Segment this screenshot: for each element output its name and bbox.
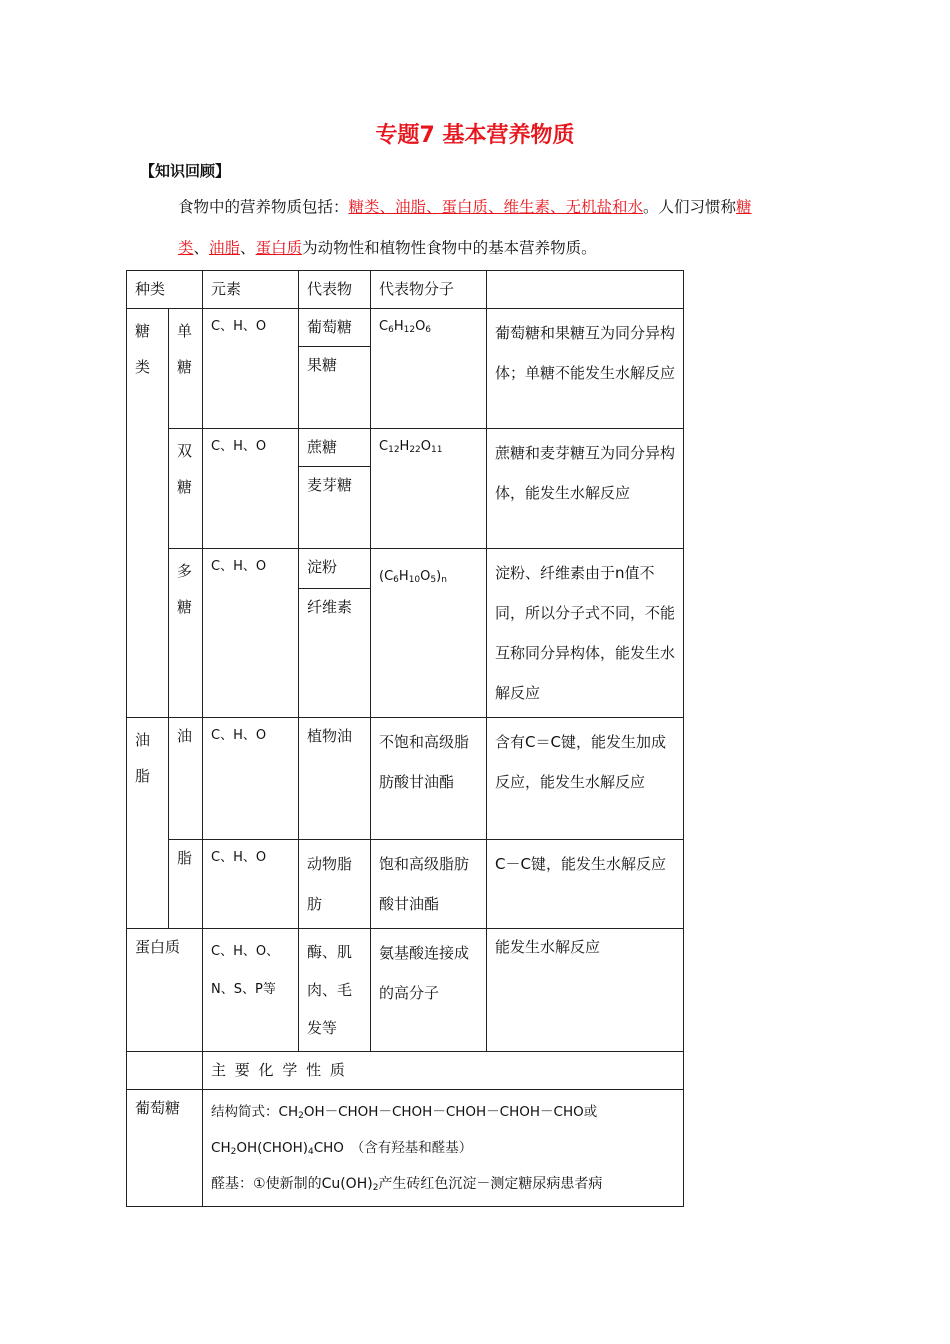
molecule-protein: 氨基酸连接成的高分子: [371, 929, 487, 1052]
glucose-line-1: 结构简式：$CH_2OH-CHOH-CHOH-CHOH-CHOH-CHO$或: [211, 1104, 598, 1121]
formula-poly: $(C_6H_{10}O_5)_n$: [371, 549, 487, 718]
basic-nutrient-1a: 糖: [736, 198, 752, 216]
rep-protein: 酶、肌肉、毛发等: [299, 929, 371, 1052]
rep-starch: 淀粉: [299, 549, 371, 589]
table-row: [127, 718, 684, 840]
category-protein: 蛋白质: [127, 929, 203, 1052]
rep-glucose: 葡萄糖: [299, 309, 371, 347]
glucose-line-3: 醛基：①使新制的$Cu(OH)_2$产生砖红色沉淀－测定糖尿病患者病: [211, 1176, 603, 1193]
rep-cellulose: 纤维素: [299, 588, 371, 717]
sub-di: 双 糖: [169, 429, 203, 549]
elements-di: C、H、O: [203, 429, 299, 549]
table-row: [127, 840, 684, 929]
props-blank: [127, 1052, 203, 1090]
table-row: [127, 1090, 684, 1207]
elements-protein: C、H、O、N、S、P等: [203, 929, 299, 1052]
section-heading: 【知识回顾】: [140, 162, 231, 180]
intro-suffix: 为动物性和植物性食物中的基本营养物质。: [302, 239, 597, 257]
table-row: [127, 309, 684, 347]
basic-nutrient-2: 油脂: [209, 239, 241, 257]
sep-2: 、: [240, 239, 256, 257]
glucose-name: 葡萄糖: [127, 1090, 203, 1207]
elements-poly: C、H、O: [203, 549, 299, 718]
note-poly: 淀粉、纤维素由于n值不同，所以分子式不同，不能互称同分异构体，能发生水解反应: [487, 549, 684, 718]
formula-di: $C_{12}H_{22}O_{11}$: [371, 429, 487, 549]
rep-maltose: 麦芽糖: [299, 467, 371, 549]
sub-solid-fat: 脂: [169, 840, 203, 929]
header-note: [487, 271, 684, 309]
elements-oil: C、H、O: [203, 718, 299, 840]
intro-prefix: 食物中的营养物质包括：: [178, 198, 349, 216]
table-header-row: [127, 271, 684, 309]
rep-fructose: 果糖: [299, 347, 371, 429]
category-sugar: 糖 类: [127, 309, 169, 718]
table-row: [127, 929, 684, 1052]
sub-poly: 多 糖: [169, 549, 203, 718]
category-fat: 油 脂: [127, 718, 169, 929]
nutrient-list: 糖类、油脂、蛋白质、维生素、无机盐和水: [348, 198, 644, 216]
rep-sucrose: 蔗糖: [299, 429, 371, 467]
nutrient-table: [126, 270, 684, 1207]
note-oil: 含有C＝C键，能发生加成反应，能发生水解反应: [487, 718, 684, 840]
molecule-oil: 不饱和高级脂肪酸甘油酯: [371, 718, 487, 840]
header-representative: 代表物: [299, 271, 371, 309]
table-row: [127, 1052, 684, 1090]
sub-oil: 油: [169, 718, 203, 840]
note-di: 蔗糖和麦芽糖互为同分异构体，能发生水解反应: [487, 429, 684, 549]
intro-paragraph: [178, 187, 818, 227]
props-header: 主 要 化 学 性 质: [203, 1052, 684, 1090]
header-elements: 元素: [203, 271, 299, 309]
sep-1: 、: [193, 239, 210, 257]
rep-veg-oil: 植物油: [299, 718, 371, 840]
intro-paragraph-line2: [178, 228, 818, 268]
glucose-line-2: $CH_2OH(CHOH)_4CHO$ （含有羟基和醛基）: [211, 1140, 473, 1157]
glucose-props: [203, 1090, 684, 1207]
note-mono: 葡萄糖和果糖互为同分异构体；单糖不能发生水解反应: [487, 309, 684, 429]
table-row: [127, 429, 684, 467]
header-kind: 种类: [127, 271, 203, 309]
elements-mono: C、H、O: [203, 309, 299, 429]
rep-animal-fat: 动物脂肪: [299, 840, 371, 929]
header-molecule: 代表物分子: [371, 271, 487, 309]
elements-solid-fat: C、H、O: [203, 840, 299, 929]
note-solid-fat: C－C键，能发生水解反应: [487, 840, 684, 929]
intro-mid: 。人们习惯称: [643, 198, 737, 216]
basic-nutrient-1b: 类: [178, 239, 194, 257]
page-title: 专题7 基本营养物质: [375, 123, 575, 148]
sub-mono: 单 糖: [169, 309, 203, 429]
note-protein: 能发生水解反应: [487, 929, 684, 1052]
table-row: [127, 549, 684, 589]
basic-nutrient-3: 蛋白质: [255, 239, 303, 257]
molecule-solid-fat: 饱和高级脂肪酸甘油酯: [371, 840, 487, 929]
formula-mono: $C_6H_{12}O_6$: [371, 309, 487, 429]
